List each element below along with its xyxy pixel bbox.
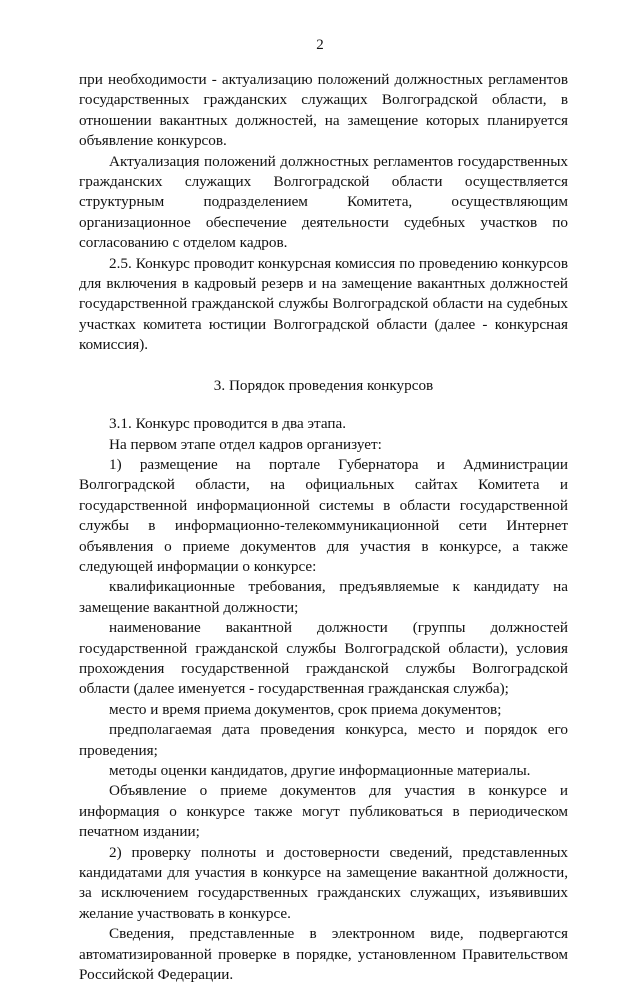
paragraph: 3.1. Конкурс проводится в два этапа. [109, 415, 347, 433]
paragraph: 2) проверку полноты и достоверности сведений, представленных кандидатами для участия в конкурсе на замещение вакантной должности, за исключением государственных гражданских служащих, изъявивших желание участвовать в конкурсе. [79, 843, 568, 922]
paragraph: предполагаемая дата проведения конкурса, место и порядок его проведения; [79, 721, 568, 759]
paragraph: Объявление о приеме документов для участия в конкурсе и информация о конкурсе также могут публиковаться в периодическом печатном издании; [79, 782, 568, 841]
paragraph: 1) размещение на портале Губернатора и Администрации Волгоградской области, на официальных сайтах Комитета и государственной информационной системы в области государственной службы в информационно-телекоммуникационной сети Интернет объявления о приеме документов для участия в конкурсе, а также следующей информации о конкурсе: [79, 455, 568, 575]
document-body [79, 70, 568, 985]
paragraph: Актуализация положений должностных регламентов государственных гражданских служащих Волгоградской области осуществляется структурным подразделением Комитета, осуществляющим организационное обеспечение деятельности судебных участков по согласованию с отделом кадров. [79, 152, 568, 252]
paragraph: методы оценки кандидатов, другие информационные материалы. [109, 762, 531, 779]
paragraph: квалификационные требования, предъявляемые к кандидату на замещение вакантной должности; [79, 578, 568, 616]
paragraph: Сведения, представленные в электронном виде, подвергаются автоматизированной проверке в порядке, установленном Правительством Российской Федерации. [79, 925, 568, 984]
paragraph: На первом этапе отдел кадров организует: [109, 435, 382, 453]
page-number: 2 [316, 37, 324, 53]
paragraph: место и время приема документов, срок приема документов; [109, 700, 502, 718]
paragraph: 2.5. Конкурс проводит конкурсная комиссия по проведению конкурсов для включения в кадровый резерв и на замещение вакантных должностей государственной гражданской службы Волгоградской области на судебных участках комитета юстиции Волгоградской области (далее - конкурсная комиссия). [79, 254, 568, 354]
paragraph-continuation: при необходимости - актуализацию положений должностных регламентов государственных гражданских служащих Волгоградской области, в отношении вакантных должностей, на замещение которых планируется объявление конкурсов. [79, 71, 568, 150]
section-heading: 3. Порядок проведения конкурсов [213, 376, 434, 394]
paragraph: наименование вакантной должности (группы должностей государственной гражданской службы Волгоградской области), условия прохождения государственной гражданской службы Волгоградской области (далее именуется - государственная гражданская служба); [79, 619, 568, 698]
